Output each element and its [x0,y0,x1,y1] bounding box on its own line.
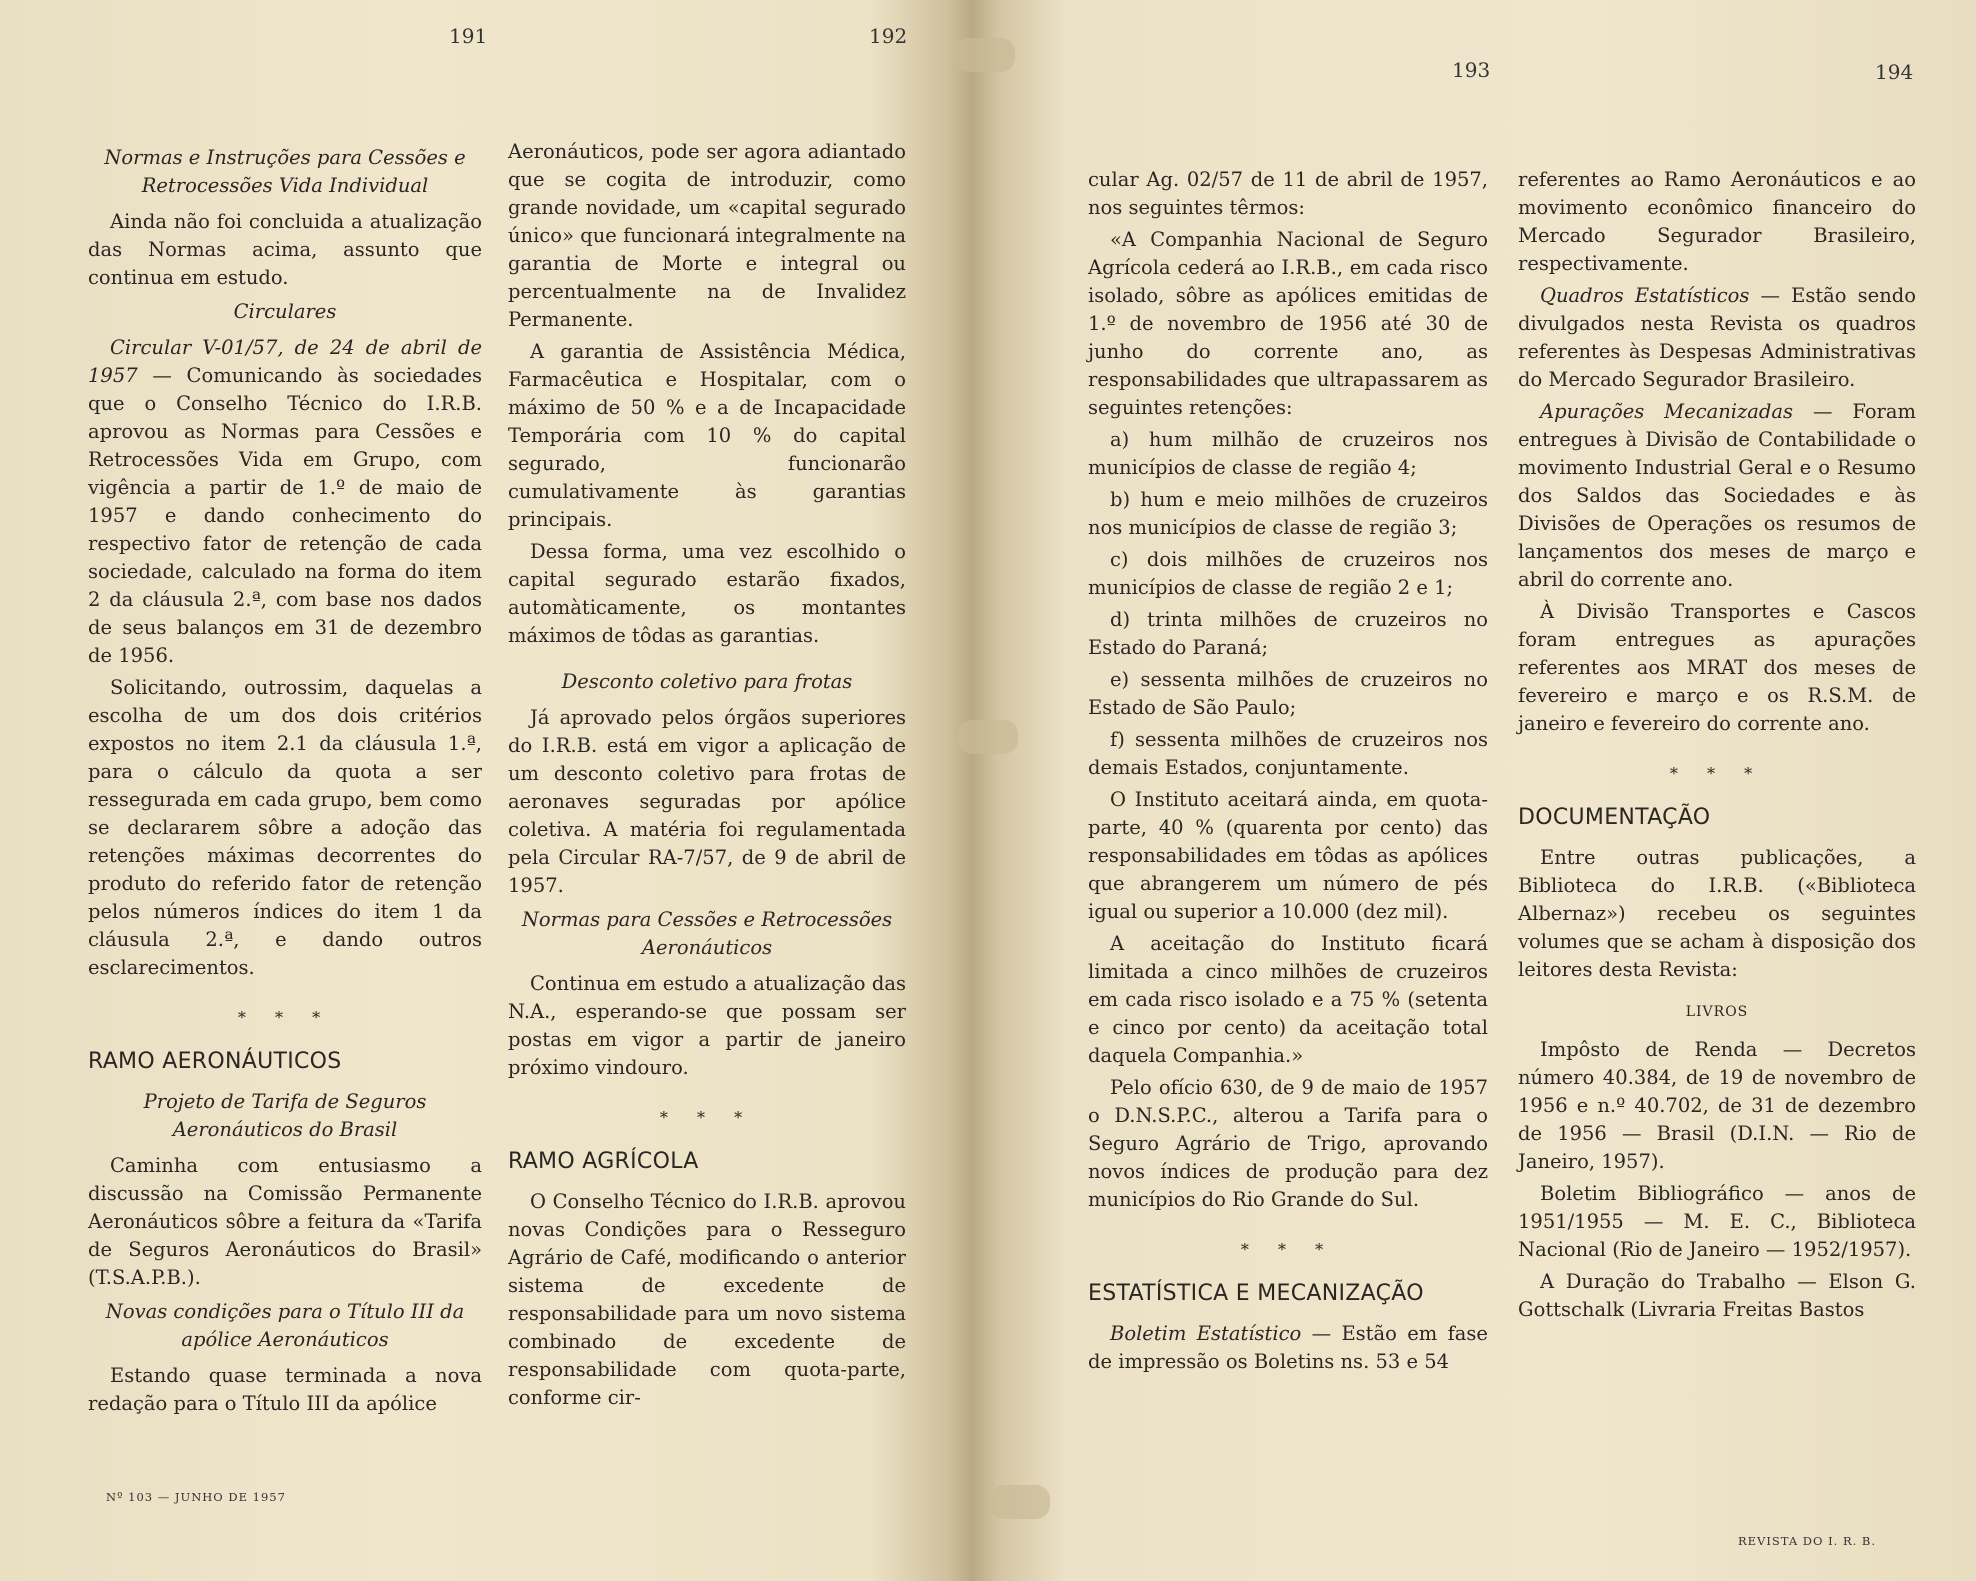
binding-staple-top [955,38,1015,72]
page-number-193: 193 [1452,58,1491,82]
column-page-194 [1518,166,1916,1328]
paragraph: A garantia de Assistência Médica, Farmacêutica e Hospitalar, com o máximo de 50 % e a de Incapacidade Temporária com 10 % do capital segurado, funcionarão cumulativamente às garantias principais. [508,340,906,531]
column-page-193 [1088,166,1488,1380]
paragraph: Pelo ofício 630, de 9 de maio de 1957 o D.N.S.P.C., alterou a Tarifa para o Seguro Agrário de Trigo, aprovando novos índices de produção para dez municípios do Rio Grande do Sul. [1088,1076,1488,1211]
apuracoes-reference: Apurações Mecanizadas [1540,400,1794,423]
list-item-d: d) trinta milhões de cruzeiros no Estado do Paraná; [1088,608,1488,659]
quadros-reference: Quadros Estatísticos [1540,284,1750,307]
section-separator: * * * [237,1008,333,1027]
paragraph: referentes ao Ramo Aeronáuticos e ao movimento econômico financeiro do Mercado Segurador Brasileiro, respectivamente. [1518,168,1916,275]
list-item-e: e) sessenta milhões de cruzeiros no Estado de São Paulo; [1088,668,1488,719]
binding-staple-middle [958,720,1018,754]
paragraph: Boletim Bibliográfico — anos de 1951/1955 — M. E. C., Biblioteca Nacional (Rio de Janeiro — 1952/1957). [1518,1182,1916,1261]
list-item-a: a) hum milhão de cruzeiros nos municípios de classe de região 4; [1088,428,1488,479]
paragraph-quote: «A Companhia Nacional de Seguro Agrícola cederá ao I.R.B., em cada risco isolado, sôbre as apólices emitidas de 1.º de novembro de 1956 até 30 de junho do corrente ano, as responsabilidades que ultrapassarem as seguintes retenções: [1088,228,1488,419]
paragraph-text: — Estão em fase de impressão os Boletins ns. 53 e 54 [1088,1322,1488,1373]
paragraph: Aeronáuticos, pode ser agora adiantado que se cogita de introduzir, como grande novidade, um «capital segurado único» que funcionará integralmente na garantia de Morte e integral ou percentualmente na de Invalidez Permanente. [508,140,906,331]
paragraph: O Instituto aceitará ainda, em quota-parte, 40 % (quarenta por cento) das responsabilidades em tôdas as apólices que abrangerem um número de pés igual ou superior a 10.000 (dez mil). [1088,788,1488,923]
paragraph: Solicitando, outrossim, daquelas a escolha de um dos dois critérios expostos no item 2.1 da cláusula 1.ª, para o cálculo da quota a ser ressegurada em cada grupo, bem como se declararem sôbre a adoção das retenções máximas decorrentes do produto do referido fator de retenção pelos números índices do item 1 da cláusula 2.ª, e dando outros esclarecimentos. [88,676,482,979]
section-separator: * * * [1669,764,1765,783]
page-number-194: 194 [1875,60,1914,84]
paragraph: O Conselho Técnico do I.R.B. aprovou novas Condições para o Resseguro Agrário de Café, modificando o anterior sistema de excedente de responsabilidade para um novo sistema combinado de excedente de responsabilidade com quota-parte, conforme cir- [508,1190,906,1409]
paragraph-text: — Foram entregues à Divisão de Contabilidade o movimento Industrial Geral e o Resumo dos Saldos das Sociedades e às Divisões de Operações os resumos de lançamentos dos meses de março e abril do corrente ano. [1518,400,1916,591]
heading-novas-condicoes: Novas condições para o Título III da apólice Aeronáuticos [105,1300,465,1351]
paragraph-quadros [1518,282,1916,394]
section-separator: * * * [659,1108,755,1127]
list-item-b: b) hum e meio milhões de cruzeiros nos municípios de classe de região 3; [1088,488,1488,539]
paragraph: Dessa forma, uma vez escolhido o capital segurado estarão fixados, automàticamente, os montantes máximos de tôdas as garantias. [508,540,906,647]
heading-projeto-tarifa: Projeto de Tarifa de Seguros Aeronáuticos do Brasil [143,1090,427,1141]
heading-circulares: Circulares [233,300,337,323]
paragraph-apuracoes [1518,398,1916,594]
paragraph: Impôsto de Renda — Decretos número 40.384, de 19 de novembro de 1956 e n.º 40.702, de 31 de dezembro de 1956 — Brasil (D.I.N. — Rio de Janeiro, 1957). [1518,1038,1916,1173]
paragraph: cular Ag. 02/57 de 11 de abril de 1957, nos seguintes têrmos: [1088,168,1488,219]
page-number-192: 192 [869,24,908,48]
paragraph-circular-v01 [88,334,482,670]
section-title-estatistica: ESTATÍSTICA E MECANIZAÇÃO [1088,1281,1424,1306]
column-page-192 [508,138,906,1416]
section-separator: * * * [1240,1240,1336,1259]
page-number-191: 191 [449,24,488,48]
list-item-f: f) sessenta milhões de cruzeiros nos demais Estados, conjuntamente. [1088,728,1488,779]
paragraph: A Duração do Trabalho — Elson G. Gottschalk (Livraria Freitas Bastos [1518,1270,1916,1321]
paragraph: Estando quase terminada a nova redação para o Título III da apólice [88,1364,482,1415]
subheading-livros: LIVROS [1685,1004,1749,1020]
heading-desconto-coletivo: Desconto coletivo para frotas [561,670,853,693]
paragraph: A aceitação do Instituto ficará limitada a cinco milhões de cruzeiros em cada risco isolado e a 75 % (setenta e cinco por cento) da aceitação total daquela Companhia.» [1088,932,1488,1067]
binding-staple-bottom [990,1485,1050,1519]
section-title-ramo-agricola: RAMO AGRÍCOLA [508,1149,699,1174]
paragraph: Já aprovado pelos órgãos superiores do I.R.B. está em vigor a aplicação de um desconto coletivo para frotas de aeronaves seguradas por apólice coletiva. A matéria foi regulamentada pela Circular RA-7/57, de 9 de abril de 1957. [508,706,906,897]
paragraph: À Divisão Transportes e Cascos foram entregues as apurações referentes aos MRAT dos meses de fevereiro e março e os R.S.M. de janeiro e fevereiro do corrente ano. [1518,600,1916,735]
footer-journal: REVISTA DO I. R. B. [1738,1534,1877,1548]
paragraph-boletim [1088,1320,1488,1376]
column-page-191 [88,138,482,1422]
heading-normas-aeronauticos: Normas para Cessões e Retrocessões Aeronáuticos [521,908,893,959]
paragraph: Ainda não foi concluida a atualização das Normas acima, assunto que continua em estudo. [88,210,482,289]
paragraph: Continua em estudo a atualização das N.A., esperando-se que possam ser postas em vigor a partir de janeiro próximo vindouro. [508,972,906,1079]
footer-issue: Nº 103 — JUNHO DE 1957 [106,1490,286,1504]
paragraph: Entre outras publicações, a Biblioteca do I.R.B. («Biblioteca Albernaz») recebeu os seguintes volumes que se acham à disposição dos leitores desta Revista: [1518,846,1916,981]
list-item-c: c) dois milhões de cruzeiros nos municípios de classe de região 2 e 1; [1088,548,1488,599]
paragraph: Caminha com entusiasmo a discussão na Comissão Permanente Aeronáuticos sôbre a feitura da «Tarifa de Seguros Aeronáuticos do Brasil» (T.S.A.P.B.). [88,1154,482,1289]
circular-reference: Circular V-01/57, de 24 de abril de 1957 [88,336,482,387]
heading-normas-vida-individual: Normas e Instruções para Cessões e Retrocessões Vida Individual [104,146,466,197]
paragraph-text: — Estão sendo divulgados nesta Revista os quadros referentes às Despesas Administrativas do Mercado Segurador Brasileiro. [1518,284,1916,391]
section-title-ramo-aeronauticos: RAMO AERONÁUTICOS [88,1049,342,1074]
boletim-reference: Boletim Estatístico [1110,1322,1302,1345]
paragraph-text: — Comunicando às sociedades que o Conselho Técnico do I.R.B. aprovou as Normas para Cessões e Retrocessões Vida em Grupo, com vigência a partir de 1.º de maio de 1957 e dando conhecimento do respectivo fator de retenção de cada sociedade, calculado na forma do item 2 da cláusula 2.ª, com base nos dados de seus balanços em 31 de dezembro de 1956. [88,364,482,667]
section-title-documentacao: DOCUMENTAÇÃO [1518,805,1711,830]
